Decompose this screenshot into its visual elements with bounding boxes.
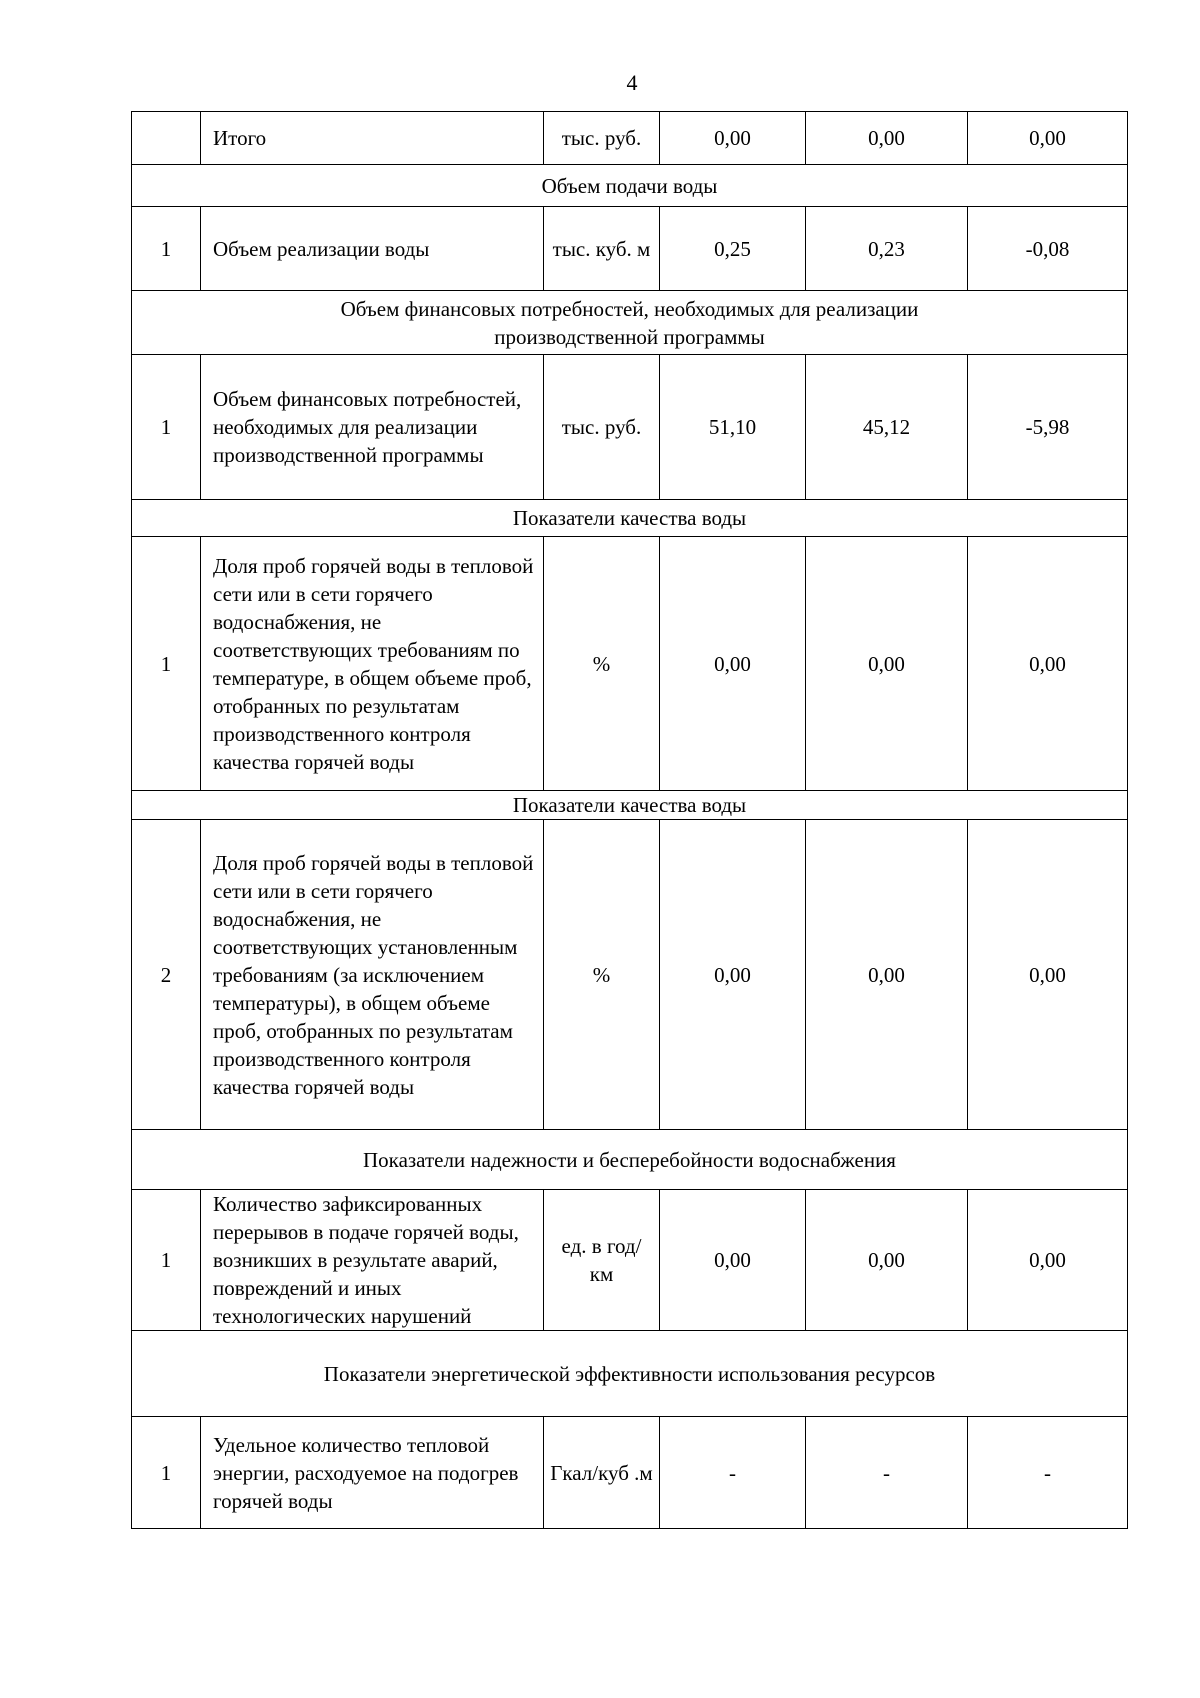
- row-unit: %: [544, 820, 660, 1130]
- row-value-3: -: [968, 1417, 1128, 1529]
- row-number: 1: [132, 1190, 201, 1331]
- row-number: 1: [132, 355, 201, 500]
- section-title: Показатели надежности и бесперебойности водоснабжения: [132, 1130, 1128, 1190]
- row-value-2: 45,12: [806, 355, 968, 500]
- row-unit: Гкал/куб .м: [544, 1417, 660, 1529]
- table-row: [132, 820, 1128, 1130]
- row-value-3: -0,08: [968, 207, 1128, 291]
- row-value-2: 0,00: [806, 820, 968, 1130]
- row-name: Удельное количество тепловой энергии, расходуемое на подогрев горячей воды: [201, 1417, 544, 1529]
- section-header: [132, 500, 1128, 537]
- row-value-1: 0,00: [660, 1190, 806, 1331]
- row-value-1: 51,10: [660, 355, 806, 500]
- row-unit: тыс. руб.: [544, 355, 660, 500]
- row-name: Доля проб горячей воды в тепловой сети или в сети горячего водоснабжения, не соответствующих требованиям по температуре, в общем объеме проб, отобранных по результатам производственного контроля качества горячей воды: [201, 537, 544, 791]
- row-value-2: 0,00: [806, 537, 968, 791]
- table-row: [132, 537, 1128, 791]
- section-header: [132, 1331, 1128, 1417]
- row-number: 1: [132, 1417, 201, 1529]
- row-number: 2: [132, 820, 201, 1130]
- row-value-2: 0,00: [806, 112, 968, 165]
- row-name: Объем финансовых потребностей, необходимых для реализации производственной программы: [201, 355, 544, 500]
- row-value-3: -5,98: [968, 355, 1128, 500]
- section-header: [132, 291, 1128, 355]
- row-value-3: 0,00: [968, 820, 1128, 1130]
- row-value-2: 0,00: [806, 1190, 968, 1331]
- row-value-1: 0,00: [660, 820, 806, 1130]
- row-unit: %: [544, 537, 660, 791]
- row-number: 1: [132, 207, 201, 291]
- row-name: Доля проб горячей воды в тепловой сети или в сети горячего водоснабжения, не соответствующих установленным требованиям (за исключением температуры), в общем объеме проб, отобранных по результатам производственного контроля качества горячей воды: [201, 820, 544, 1130]
- section-title: Показатели энергетической эффективности использования ресурсов: [132, 1331, 1128, 1417]
- table-row: [132, 1190, 1128, 1331]
- total-row: [132, 112, 1128, 165]
- page-number: 4: [626, 70, 638, 95]
- row-unit: тыс. куб. м: [544, 207, 660, 291]
- row-value-2: -: [806, 1417, 968, 1529]
- row-value-3: 0,00: [968, 1190, 1128, 1331]
- row-value-2: 0,23: [806, 207, 968, 291]
- row-unit: тыс. руб.: [544, 112, 660, 165]
- section-title: Объем подачи воды: [132, 165, 1128, 207]
- section-title: Показатели качества воды: [132, 500, 1128, 537]
- row-value-1: 0,25: [660, 207, 806, 291]
- row-name: Итого: [201, 112, 544, 165]
- section-header: [132, 791, 1128, 820]
- row-value-1: -: [660, 1417, 806, 1529]
- row-value-1: 0,00: [660, 537, 806, 791]
- section-header: [132, 1130, 1128, 1190]
- table-row: [132, 1417, 1128, 1529]
- row-number: 1: [132, 537, 201, 791]
- row-value-3: 0,00: [968, 537, 1128, 791]
- indicators-table: [131, 111, 1128, 1529]
- section-title: Показатели качества воды: [132, 791, 1128, 820]
- section-header: [132, 165, 1128, 207]
- row-unit: ед. в год/ км: [544, 1190, 660, 1331]
- table-row: [132, 355, 1128, 500]
- row-name: Количество зафиксированных перерывов в подаче горячей воды, возникших в результате аварий, повреждений и иных технологических нарушений: [201, 1190, 544, 1331]
- row-value-3: 0,00: [968, 112, 1128, 165]
- table-row: [132, 207, 1128, 291]
- row-number: [132, 112, 201, 165]
- section-title: Объем финансовых потребностей, необходимых для реализации производственной программы: [132, 291, 1128, 355]
- row-name: Объем реализации воды: [201, 207, 544, 291]
- row-value-1: 0,00: [660, 112, 806, 165]
